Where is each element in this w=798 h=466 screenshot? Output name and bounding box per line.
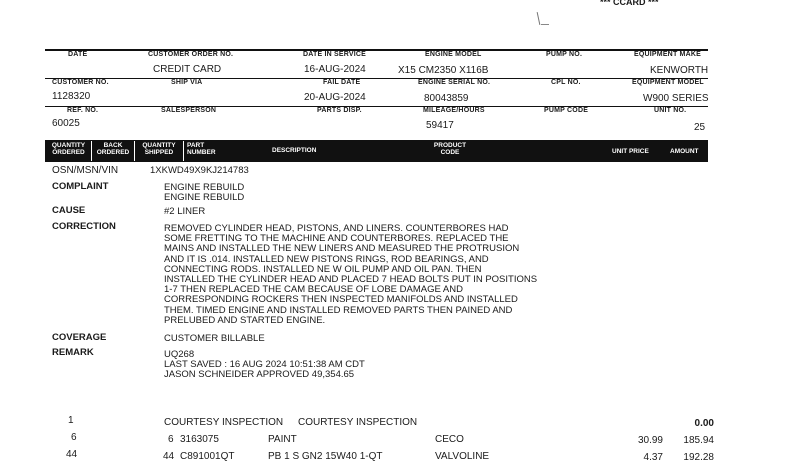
equipment-make-value: KENWORTH (650, 65, 709, 76)
col-product-code: PRODUCT CODE (433, 142, 467, 156)
equipment-model-value: W900 SERIES (643, 93, 709, 104)
amount: 192.28 (683, 452, 714, 463)
mileage-hours-label: MILEAGE/HOURS (423, 107, 485, 114)
unit-price: 30.99 (637, 435, 663, 446)
part-number: 3163075 (180, 434, 219, 445)
equipment-model-label: EQUIPMENT MODEL (632, 79, 704, 86)
description: COURTESY INSPECTION (298, 417, 418, 428)
col-unit-price: UNIT PRICE (612, 148, 649, 155)
amount: 185.94 (683, 435, 714, 446)
fail-date-value: 20-AUG-2024 (304, 92, 366, 103)
coverage-label: COVERAGE (52, 332, 107, 343)
qty-shipped: 6 (168, 434, 174, 445)
mileage-hours-value: 59417 (426, 120, 454, 131)
engine-serial-no-value: 80043859 (424, 93, 469, 104)
vin-label: OSN/MSN/VIN (52, 165, 119, 176)
unit-no-value: 25 (694, 122, 706, 133)
coverage-value: CUSTOMER BILLABLE (164, 333, 265, 344)
top-stamp: *** CCARD *** (600, 0, 659, 7)
correction-text: REMOVED CYLINDER HEAD, PISTONS, AND LINERS. COUNTERBORES HAD SOME FRETTING TO THE MACHINE AND COUNTERBORES. REPLACED THE MAINS AND INSTALLED THE NEW LINERS AND MEASURED THE PROTRUSION AND IT IS .014. INSTALLED NEW PISTONS RINGS, ROD BEARINGS, AND CONNECTING RODS. INSTALLED NE W OIL PUMP AND OIL PAN. THEN INSTALLED THE CYLINDER HEAD AND PLACED 7 HEAD BOLTS PUT IN POSITIONS 1-7 THEN REPLACED THE CAM BECAUSE OF LOBE DAMAGE AND CORRESPONDING ROCKERS THEN INSPECTED MANIFOLDS AND INSTALLED THEM. TIMED ENGINE AND INSTALLED REMOVED PARTS THEN PAINED AND PRELUBED AND STARTED ENGINE. (164, 223, 538, 326)
product-code: CECO (435, 434, 464, 445)
header-top-rule (45, 49, 708, 51)
col-qty-shipped: QUANTITY SHIPPED (142, 142, 176, 156)
salesperson-label: SALESPERSON (161, 107, 217, 114)
col-back-ordered: BACK ORDERED (96, 142, 130, 156)
cause-value: #2 LINER (164, 206, 206, 217)
customer-no-label: CUSTOMER NO. (52, 79, 109, 86)
description: PB 1 S GN2 15W40 1-QT (268, 451, 383, 462)
pump-no-label: PUMP NO. (546, 51, 583, 58)
complaint-text: ENGINE REBUILD ENGINE REBUILD (164, 182, 245, 204)
pump-code-label: PUMP CODE (544, 107, 589, 114)
ship-via-label: SHIP VIA (171, 79, 203, 86)
qty-ordered: 1 (68, 415, 74, 426)
scan-mark (537, 12, 541, 25)
description: PAINT (268, 434, 297, 445)
ref-no-label: REF. NO. (67, 107, 99, 114)
remark-label: REMARK (52, 347, 94, 358)
ref-no-value: 60025 (52, 118, 80, 129)
date-in-service-value: 16-AUG-2024 (304, 64, 366, 75)
date-label: DATE (68, 51, 88, 58)
customer-no-value: 1128320 (52, 91, 91, 102)
amount: 0.00 (694, 418, 714, 429)
parts-disp-label: PARTS DISP. (317, 107, 362, 114)
engine-serial-no-label: ENGINE SERIAL NO. (418, 79, 491, 86)
col-description: DESCRIPTION (272, 147, 317, 154)
column-separator (183, 141, 184, 161)
correction-label: CORRECTION (52, 221, 116, 232)
engine-model-value: X15 CM2350 X116B (398, 65, 489, 76)
unit-price: 4.37 (643, 452, 663, 463)
customer-order-no-value: CREDIT CARD (153, 64, 222, 75)
qty-shipped: 44 (163, 451, 175, 462)
unit-no-label: UNIT NO. (654, 107, 687, 114)
part-number: COURTESY INSPECTION (164, 417, 284, 428)
col-part-number: PART NUMBER (187, 142, 216, 156)
product-code: VALVOLINE (435, 451, 490, 462)
date-in-service-label: DATE IN SERVICE (303, 51, 367, 58)
vin-value: 1XKWD49X9KJ214783 (150, 165, 249, 176)
part-number: C891001QT (180, 451, 235, 462)
remark-text: UQ268 LAST SAVED : 16 AUG 2024 10:51:38 AM CDT JASON SCHNEIDER APPROVED 49,354.65 (164, 349, 365, 381)
col-qty-ordered: QUANTITY ORDERED (51, 142, 86, 156)
customer-order-no-label: CUSTOMER ORDER NO. (148, 51, 234, 58)
cause-label: CAUSE (52, 205, 86, 216)
equipment-make-label: EQUIPMENT MAKE (634, 51, 701, 58)
complaint-label: COMPLAINT (52, 181, 109, 192)
fail-date-label: FAIL DATE (323, 79, 361, 86)
scan-mark (541, 24, 549, 25)
row2-rule (45, 78, 708, 79)
row3-rule (45, 106, 708, 107)
cpl-no-label: CPL NO. (551, 79, 581, 86)
qty-ordered: 6 (71, 432, 77, 443)
qty-ordered: 44 (66, 449, 78, 460)
engine-model-label: ENGINE MODEL (425, 51, 482, 58)
col-amount: AMOUNT (670, 148, 699, 155)
